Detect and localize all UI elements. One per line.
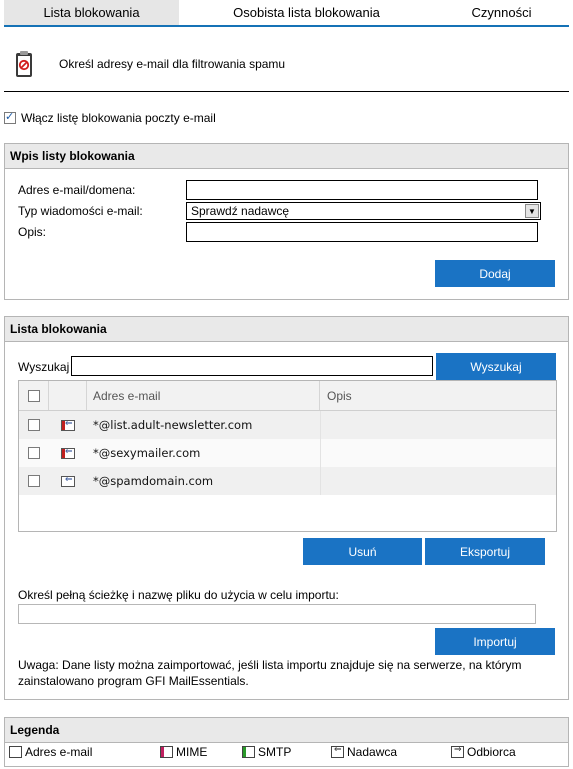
table-row[interactable] [19,411,556,439]
legend-item [160,745,207,759]
chevron-down-icon[interactable]: ▼ [525,204,539,218]
legend-item [331,745,397,759]
row-checkbox[interactable] [28,447,40,459]
sender-icon: ⇐ [61,448,75,459]
export-button[interactable]: Eksportuj [425,538,545,565]
select-all-checkbox[interactable] [28,390,40,402]
row-checkbox[interactable] [28,475,40,487]
legend-title: Legenda [5,718,568,743]
row-description [320,411,556,439]
header-divider [4,91,569,92]
row-checkbox[interactable] [28,419,40,431]
sender-icon: ⇐ [61,420,75,431]
search-input[interactable] [71,356,433,376]
legend-label: Nadawca [347,745,398,759]
type-column-header [49,381,87,410]
row-description [320,467,556,495]
import-note: Uwaga: Dane listy można zaimportować, jeśli lista importu znajduje się na serwerze, na którym zainstalowano program GFI MailEssentials. [18,658,522,688]
legend-label: MIME [176,745,208,759]
description-column-header[interactable]: Opis [327,388,352,403]
row-email: *@list.adult-newsletter.com [93,418,253,432]
email-address-icon [9,746,22,758]
table-row[interactable] [19,439,556,467]
entry-panel-title: Wpis listy blokowania [5,144,568,169]
row-description [320,439,556,467]
no-entry-clipboard-icon [14,49,34,79]
page-description: Określ adresy e-mail dla filtrowania spamu [59,57,286,71]
search-button[interactable]: Wyszukaj [436,353,556,380]
legend-label: SMTP [258,745,292,759]
message-type-value: Sprawdź nadawcę [191,204,290,218]
search-label: Wyszukaj [18,360,70,374]
sender-icon: ⇐ [61,476,75,487]
description-field[interactable] [186,222,538,242]
legend-item [9,745,92,759]
message-type-select[interactable] [186,202,541,220]
mime-icon [160,746,173,758]
email-column-header[interactable]: Adres e-mail [87,381,320,410]
description-label: Opis: [18,225,47,239]
add-button[interactable]: Dodaj [435,260,555,287]
delete-button[interactable]: Usuń [303,538,422,565]
enable-blocklist-option[interactable] [4,111,216,125]
tab-actions[interactable]: Czynności [471,5,532,20]
email-domain-label: Adres e-mail/domena: [18,183,136,197]
sender-icon: ⇐ [331,746,344,758]
blocklist-panel-title: Lista blokowania [5,317,568,342]
tab-personal-blocklist[interactable]: Osobista lista blokowania [233,5,380,20]
legend-item [451,745,516,759]
legend-label: Odbiorca [467,745,516,759]
enable-blocklist-checkbox[interactable] [4,112,16,124]
table-row[interactable] [19,467,556,495]
blocklist-table [18,380,557,532]
smtp-icon [242,746,255,758]
enable-blocklist-label: Włącz listę blokowania poczty e-mail [21,111,216,125]
legend-item [242,745,291,759]
tab-blocklist[interactable]: Lista blokowania [4,0,179,25]
email-domain-field[interactable] [186,180,538,200]
row-email: *@spamdomain.com [93,474,214,488]
tab-bar [4,0,569,27]
row-email: *@sexymailer.com [93,446,201,460]
import-path-label: Określ pełną ścieżkę i nazwę pliku do użycia w celu importu: [18,588,339,602]
message-type-label: Typ wiadomości e-mail: [18,204,143,218]
import-button[interactable]: Importuj [435,628,555,655]
legend-label: Adres e-mail [25,745,93,759]
recipient-icon: ⇒ [451,746,464,758]
table-header [19,381,556,411]
import-path-field[interactable] [18,604,536,624]
legend-panel [4,717,569,767]
